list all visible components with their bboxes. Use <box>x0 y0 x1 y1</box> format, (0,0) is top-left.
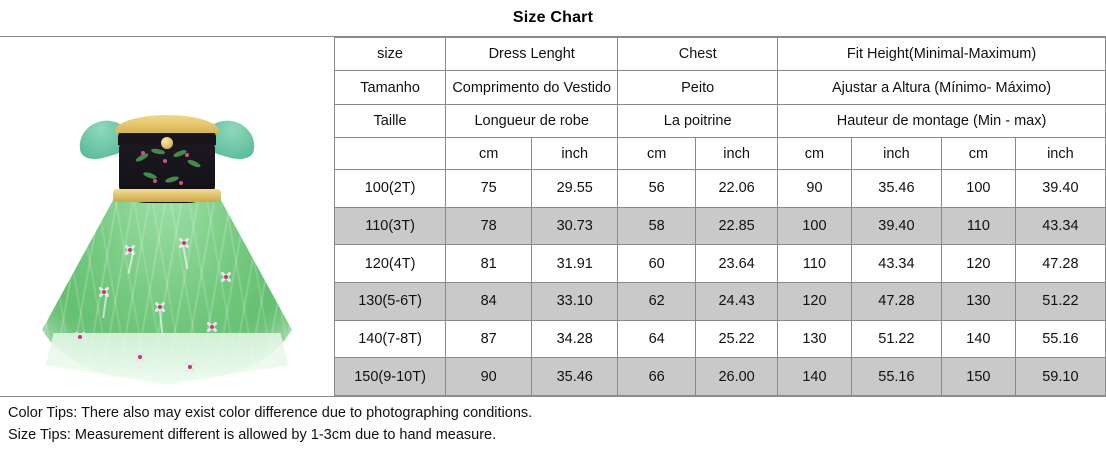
cell-dress-length-cm: 84 <box>446 282 532 320</box>
skirt-flower-icon <box>218 269 234 285</box>
skirt-flower-icon <box>72 329 88 345</box>
table-row <box>335 320 1106 358</box>
cell-height-min-cm: 90 <box>778 169 852 207</box>
product-image-cell <box>0 37 335 396</box>
cell-height-max-cm: 120 <box>942 245 1016 283</box>
unit-height-min-cm: cm <box>778 138 852 169</box>
table-unit-row <box>335 138 1106 169</box>
page-title-bar <box>0 0 1106 36</box>
unit-height-min-inch: inch <box>851 138 941 169</box>
cell-height-max-cm: 100 <box>942 169 1016 207</box>
cell-height-min-inch: 43.34 <box>851 245 941 283</box>
cell-chest-cm: 66 <box>618 358 696 396</box>
size-table-cell <box>335 37 1106 396</box>
header-size-pt: Tamanho <box>335 71 446 104</box>
cell-chest-cm: 62 <box>618 282 696 320</box>
dress-waist-band <box>113 189 221 202</box>
cell-chest-inch: 22.85 <box>696 207 778 245</box>
size-tip-text: Size Tips: Measurement different is allowed by 1-3cm due to hand measure. <box>8 426 497 443</box>
dress-neck-trim <box>115 115 219 133</box>
dress-illustration <box>0 37 334 396</box>
table-row <box>335 358 1106 396</box>
cell-dress-length-cm: 75 <box>446 169 532 207</box>
cell-dress-length-inch: 31.91 <box>532 245 618 283</box>
cell-dress-length-cm: 90 <box>446 358 532 396</box>
unit-chest-inch: inch <box>696 138 778 169</box>
row-size-label: 110(3T) <box>335 207 446 245</box>
header-fit-height-fr: Hauteur de montage (Min - max) <box>778 104 1106 137</box>
cell-height-min-cm: 130 <box>778 320 852 358</box>
cell-height-max-cm: 110 <box>942 207 1016 245</box>
cell-dress-length-inch: 30.73 <box>532 207 618 245</box>
skirt-flower-icon <box>132 349 148 365</box>
cell-height-max-cm: 130 <box>942 282 1016 320</box>
cell-dress-length-cm: 78 <box>446 207 532 245</box>
table-header-row <box>335 38 1106 71</box>
header-chest-pt: Peito <box>618 71 778 104</box>
header-size-fr: Taille <box>335 104 446 137</box>
tips-section <box>0 397 1106 465</box>
cell-chest-inch: 26.00 <box>696 358 778 396</box>
cell-height-min-inch: 51.22 <box>851 320 941 358</box>
header-fit-height-pt: Ajustar a Altura (Mínimo- Máximo) <box>778 71 1106 104</box>
cell-height-max-inch: 47.28 <box>1015 245 1105 283</box>
header-chest-en: Chest <box>618 38 778 71</box>
cell-chest-inch: 22.06 <box>696 169 778 207</box>
cell-chest-cm: 64 <box>618 320 696 358</box>
table-header-row <box>335 71 1106 104</box>
cell-height-max-cm: 140 <box>942 320 1016 358</box>
header-size-en: size <box>335 38 446 71</box>
unit-blank <box>335 138 446 169</box>
unit-dress-length-inch: inch <box>532 138 618 169</box>
skirt-flower-icon <box>122 242 138 258</box>
cell-chest-cm: 56 <box>618 169 696 207</box>
unit-chest-cm: cm <box>618 138 696 169</box>
chart-content <box>0 36 1106 397</box>
table-row <box>335 245 1106 283</box>
cell-height-min-inch: 55.16 <box>851 358 941 396</box>
cell-height-min-cm: 110 <box>778 245 852 283</box>
table-row <box>335 207 1106 245</box>
skirt-flower-icon <box>204 319 220 335</box>
unit-dress-length-cm: cm <box>446 138 532 169</box>
row-size-label: 120(4T) <box>335 245 446 283</box>
table-row <box>335 169 1106 207</box>
cell-chest-inch: 23.64 <box>696 245 778 283</box>
header-dress-length-pt: Comprimento do Vestido <box>446 71 618 104</box>
header-dress-length-fr: Longueur de robe <box>446 104 618 137</box>
cell-height-max-inch: 39.40 <box>1015 169 1105 207</box>
row-size-label: 150(9-10T) <box>335 358 446 396</box>
cell-dress-length-cm: 81 <box>446 245 532 283</box>
header-fit-height-en: Fit Height(Minimal-Maximum) <box>778 38 1106 71</box>
unit-height-max-cm: cm <box>942 138 1016 169</box>
row-size-label: 130(5-6T) <box>335 282 446 320</box>
cell-height-min-cm: 140 <box>778 358 852 396</box>
cell-chest-cm: 58 <box>618 207 696 245</box>
color-tip-text: Color Tips: There also may exist color difference due to photographing conditions. <box>8 405 533 421</box>
page-title: Size Chart <box>512 9 594 26</box>
cell-height-min-cm: 120 <box>778 282 852 320</box>
cell-dress-length-inch: 29.55 <box>532 169 618 207</box>
skirt-flower-icon <box>182 359 198 375</box>
cell-dress-length-inch: 35.46 <box>532 358 618 396</box>
cell-height-min-inch: 47.28 <box>851 282 941 320</box>
cell-dress-length-cm: 87 <box>446 320 532 358</box>
table-row <box>335 282 1106 320</box>
size-table <box>335 37 1106 396</box>
row-size-label: 140(7-8T) <box>335 320 446 358</box>
cell-height-min-inch: 39.40 <box>851 207 941 245</box>
header-dress-length-en: Dress Lenght <box>446 38 618 71</box>
cell-chest-inch: 24.43 <box>696 282 778 320</box>
cell-height-max-inch: 51.22 <box>1015 282 1105 320</box>
cell-height-max-inch: 59.10 <box>1015 358 1105 396</box>
cell-height-max-inch: 55.16 <box>1015 320 1105 358</box>
cell-height-max-inch: 43.34 <box>1015 207 1105 245</box>
cell-chest-cm: 60 <box>618 245 696 283</box>
row-size-label: 100(2T) <box>335 169 446 207</box>
unit-height-max-inch: inch <box>1015 138 1105 169</box>
cell-dress-length-inch: 33.10 <box>532 282 618 320</box>
dress-embroidery <box>129 145 205 191</box>
cell-chest-inch: 25.22 <box>696 320 778 358</box>
header-chest-fr: La poitrine <box>618 104 778 137</box>
cell-height-max-cm: 150 <box>942 358 1016 396</box>
table-header-row <box>335 104 1106 137</box>
cell-height-min-inch: 35.46 <box>851 169 941 207</box>
cell-dress-length-inch: 34.28 <box>532 320 618 358</box>
cell-height-min-cm: 100 <box>778 207 852 245</box>
